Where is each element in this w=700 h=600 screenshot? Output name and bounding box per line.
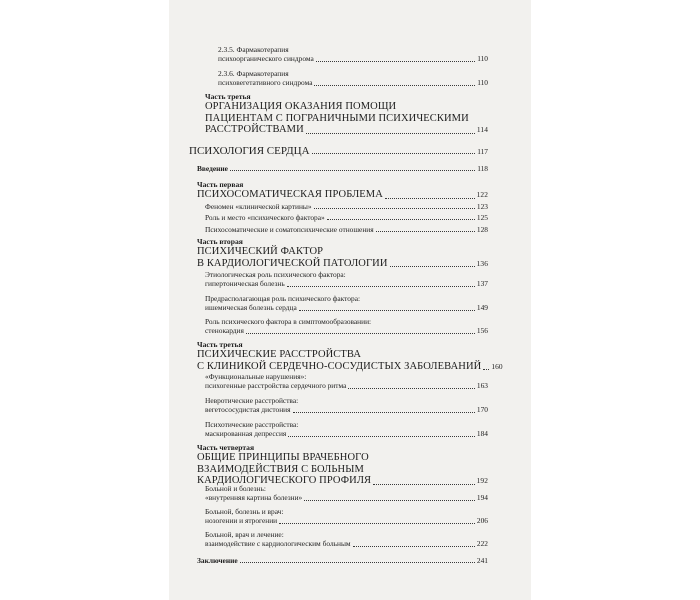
toc-entry-text: Психосоматические и соматопсихические отношения: [205, 225, 374, 234]
toc-entry: [205, 317, 488, 336]
toc-entry-text: Больной, болезнь и врач:: [205, 507, 284, 516]
page-number: 114: [476, 125, 488, 135]
dot-leader: [376, 231, 475, 232]
page-number: 125: [476, 213, 488, 222]
toc-entry-text: вегетососудистая дистония: [205, 405, 291, 415]
dot-leader: [293, 412, 475, 413]
toc-entry: [205, 225, 488, 234]
dot-leader: [306, 133, 475, 134]
dot-leader: [279, 523, 475, 524]
page-number: 122: [476, 190, 488, 200]
toc-entry-text: Больной и болезнь:: [205, 484, 266, 493]
toc-entry-text: 2.3.6. Фармакотерапия: [218, 69, 289, 78]
dot-leader: [299, 310, 475, 311]
toc-entry: [205, 396, 488, 415]
page-number: 110: [477, 54, 488, 64]
dot-leader: [390, 266, 475, 267]
part-title: РАССТРОЙСТВАМИ: [205, 124, 304, 136]
toc-entry-text: психовегетативного синдрома: [218, 78, 313, 88]
toc-entry-text: психоорганического синдрома: [218, 54, 314, 64]
page-number: 222: [476, 539, 488, 549]
toc-entry: [205, 484, 488, 503]
dot-leader: [385, 198, 475, 199]
page-number: 163: [476, 381, 488, 391]
toc-entry-text: Заключение: [197, 556, 238, 565]
page-number: 123: [476, 202, 488, 211]
toc-entry-text: Этиологическая роль психического фактора:: [205, 270, 346, 279]
part-title: ПСИХИЧЕСКИЙ ФАКТОР: [197, 246, 324, 258]
toc-entry-text: Роль психического фактора в симптомообразовании:: [205, 317, 372, 326]
toc-entry-text: Больной, врач и лечение:: [205, 530, 284, 539]
page-number: 192: [476, 476, 488, 486]
dot-leader: [288, 436, 475, 437]
page-number: 206: [476, 516, 488, 526]
toc-entry-text: Роль и место «психического фактора»: [205, 213, 325, 222]
toc-entry-text: «Функциональные нарушения»:: [205, 372, 307, 381]
page-number: 194: [476, 493, 488, 503]
dot-leader: [314, 208, 475, 209]
page-number: 149: [476, 303, 488, 313]
dot-leader: [287, 286, 475, 287]
toc-entry-text: маскированная депрессия: [205, 429, 287, 439]
part-title: КАРДИОЛОГИЧЕСКОГО ПРОФИЛЯ: [197, 475, 372, 487]
toc-entry-text: Предрасполагающая роль психического фактора:: [205, 294, 361, 303]
toc-entry: [205, 213, 488, 222]
toc-entry-text: Феномен «клинической картины»: [205, 202, 312, 211]
toc-entry-text: Психотические расстройства:: [205, 420, 299, 429]
part-title: ПСИХОСОМАТИЧЕСКАЯ ПРОБЛЕМА: [197, 189, 383, 201]
toc-part-three-a: [205, 92, 488, 136]
toc-entry-text: Введение: [197, 164, 228, 173]
page-number: 241: [476, 556, 488, 565]
part-label: Часть третья: [205, 92, 251, 101]
part-title: ПАЦИЕНТАМ С ПОГРАНИЧНЫМИ ПСИХИЧЕСКИМИ: [205, 112, 469, 124]
dot-leader: [483, 369, 489, 370]
toc-entry-text: Невротические расстройства:: [205, 396, 299, 405]
toc-entry-text: нозогении и ятрогении: [205, 516, 278, 526]
part-title: С КЛИНИКОЙ СЕРДЕЧНО-СОСУДИСТЫХ ЗАБОЛЕВАНИЙ: [197, 360, 482, 372]
toc-entry: [205, 507, 488, 526]
page-number: 118: [477, 164, 488, 173]
dot-leader: [240, 562, 475, 563]
page-number: 156: [476, 326, 488, 336]
toc-entry: [205, 530, 488, 549]
part-label: Часть вторая: [197, 237, 243, 246]
page-number: 110: [477, 78, 488, 88]
part-title: ВЗАИМОДЕЙСТВИЯ С БОЛЬНЫМ: [197, 463, 364, 475]
toc-entry: [205, 270, 488, 289]
toc-entry-text: психогенные расстройства сердечного ритма: [205, 381, 347, 391]
toc-entry-text: взаимодействие с кардиологическим больным: [205, 539, 351, 549]
toc-heart-title: [189, 147, 488, 156]
part-title: В КАРДИОЛОГИЧЕСКОЙ ПАТОЛОГИИ: [197, 257, 388, 269]
toc-entry-text: гипертоническая болезнь: [205, 279, 285, 289]
dot-leader: [348, 388, 475, 389]
toc-entry: [205, 202, 488, 211]
dot-leader: [230, 170, 475, 171]
toc-entry: [205, 420, 488, 439]
page-number: 117: [477, 147, 488, 156]
toc-part-one: [197, 180, 488, 201]
page-number: 128: [476, 225, 488, 234]
page-number: 160: [491, 361, 503, 371]
part-label: Часть четвертая: [197, 443, 255, 452]
toc-entry-text: 2.3.5. Фармакотерапия: [218, 45, 289, 54]
toc-part-three-b: [197, 340, 503, 372]
dot-leader: [246, 333, 475, 334]
toc-part-four: [197, 443, 488, 487]
part-label: Часть первая: [197, 180, 244, 189]
page-number: 136: [476, 258, 488, 268]
toc-entry-text: стенокардия: [205, 326, 244, 336]
dot-leader: [316, 61, 475, 62]
toc-conclusion: [197, 556, 488, 565]
section-title: ПСИХОЛОГИЯ СЕРДЦА: [189, 145, 310, 157]
dot-leader: [312, 153, 476, 154]
part-title: ПСИХИЧЕСКИЕ РАССТРОЙСТВА: [197, 349, 362, 361]
page-number: 184: [476, 429, 488, 439]
page-number: 170: [476, 405, 488, 415]
toc-entry-2-3-5: [218, 45, 488, 64]
toc-entry: [205, 372, 488, 391]
page-number: 137: [476, 279, 488, 289]
part-label: Часть третья: [197, 340, 243, 349]
part-title: ОРГАНИЗАЦИЯ ОКАЗАНИЯ ПОМОЩИ: [205, 101, 397, 113]
part-title: ОБЩИЕ ПРИНЦИПЫ ВРАЧЕБНОГО: [197, 452, 369, 464]
dot-leader: [304, 500, 475, 501]
toc-entry-text: «внутренняя картина болезни»: [205, 493, 303, 503]
dot-leader: [327, 219, 475, 220]
toc-entry-text: ишемическая болезнь сердца: [205, 303, 297, 313]
toc-intro: [197, 164, 488, 173]
dot-leader: [314, 85, 475, 86]
toc-entry-2-3-6: [218, 69, 488, 88]
dot-leader: [353, 546, 475, 547]
toc-part-two: [197, 237, 488, 269]
toc-entry: [205, 294, 488, 313]
